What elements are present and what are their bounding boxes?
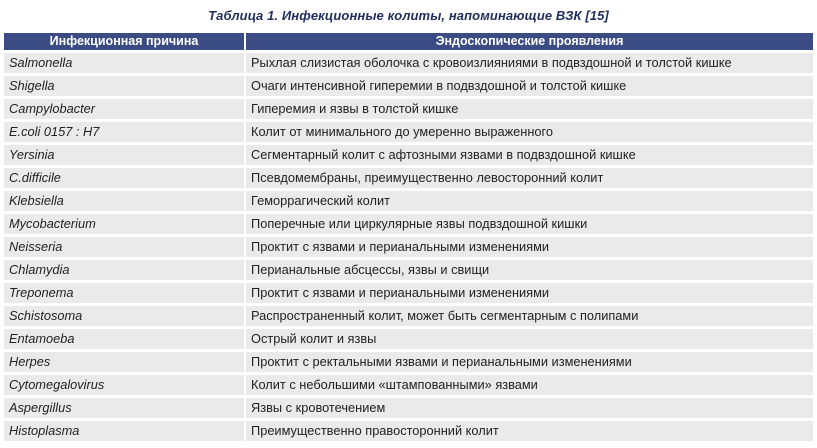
cell-infectious-cause: Chlamydia bbox=[4, 260, 246, 280]
table-row bbox=[4, 122, 813, 142]
cell-infectious-cause: Histoplasma bbox=[4, 421, 246, 441]
table-row bbox=[4, 283, 813, 303]
cell-infectious-cause: Yersinia bbox=[4, 145, 246, 165]
cell-infectious-cause: Mycobacterium bbox=[4, 214, 246, 234]
cell-infectious-cause: Cytomegalovirus bbox=[4, 375, 246, 395]
table-caption: Таблица 1. Инфекционные колиты, напоминающие ВЗК [15] bbox=[208, 8, 609, 23]
cell-infectious-cause: Aspergillus bbox=[4, 398, 246, 418]
cell-endoscopic-finding: Острый колит и язвы bbox=[246, 329, 813, 349]
cell-endoscopic-finding: Проктит с язвами и перианальными изменениями bbox=[246, 237, 813, 257]
header-infectious-cause: Инфекционная причина bbox=[4, 33, 246, 50]
table-row bbox=[4, 375, 813, 395]
table-row bbox=[4, 260, 813, 280]
cell-endoscopic-finding: Язвы с кровотечением bbox=[246, 398, 813, 418]
table-row bbox=[4, 398, 813, 418]
cell-endoscopic-finding: Поперечные или циркулярные язвы подвздошной кишки bbox=[246, 214, 813, 234]
cell-infectious-cause: Entamoeba bbox=[4, 329, 246, 349]
cell-infectious-cause: Neisseria bbox=[4, 237, 246, 257]
table-header-row bbox=[4, 33, 813, 50]
cell-infectious-cause: Campylobacter bbox=[4, 99, 246, 119]
cell-endoscopic-finding: Перианальные абсцессы, язвы и свищи bbox=[246, 260, 813, 280]
cell-infectious-cause: E.coli 0157 : H7 bbox=[4, 122, 246, 142]
table-row bbox=[4, 306, 813, 326]
cell-infectious-cause: Salmonella bbox=[4, 53, 246, 73]
cell-endoscopic-finding: Гиперемия и язвы в толстой кишке bbox=[246, 99, 813, 119]
table-row bbox=[4, 76, 813, 96]
table-body bbox=[4, 53, 813, 441]
infectious-colitis-table bbox=[4, 30, 813, 444]
cell-infectious-cause: Schistosoma bbox=[4, 306, 246, 326]
cell-endoscopic-finding: Распространенный колит, может быть сегментарным с полипами bbox=[246, 306, 813, 326]
table-row bbox=[4, 329, 813, 349]
cell-endoscopic-finding: Рыхлая слизистая оболочка с кровоизлияниями в подвздошной и толстой кишке bbox=[246, 53, 813, 73]
cell-infectious-cause: Shigella bbox=[4, 76, 246, 96]
cell-infectious-cause: Klebsiella bbox=[4, 191, 246, 211]
table-row bbox=[4, 352, 813, 372]
cell-endoscopic-finding: Псевдомембраны, преимущественно левосторонний колит bbox=[246, 168, 813, 188]
table-row bbox=[4, 191, 813, 211]
cell-endoscopic-finding: Проктит с язвами и перианальными изменениями bbox=[246, 283, 813, 303]
header-endoscopic-findings: Эндоскопические проявления bbox=[246, 33, 813, 50]
cell-endoscopic-finding: Очаги интенсивной гиперемии в подвздошной и толстой кишке bbox=[246, 76, 813, 96]
cell-endoscopic-finding: Сегментарный колит с афтозными язвами в подвздошной кишке bbox=[246, 145, 813, 165]
table-row bbox=[4, 53, 813, 73]
cell-endoscopic-finding: Преимущественно правосторонний колит bbox=[246, 421, 813, 441]
table-row bbox=[4, 168, 813, 188]
cell-endoscopic-finding: Геморрагический колит bbox=[246, 191, 813, 211]
cell-endoscopic-finding: Колит от минимального до умеренно выраженного bbox=[246, 122, 813, 142]
table-row bbox=[4, 145, 813, 165]
table-row bbox=[4, 421, 813, 441]
table-row bbox=[4, 237, 813, 257]
table-row bbox=[4, 214, 813, 234]
cell-infectious-cause: C.difficile bbox=[4, 168, 246, 188]
cell-infectious-cause: Herpes bbox=[4, 352, 246, 372]
cell-endoscopic-finding: Колит с небольшими «штампованными» язвами bbox=[246, 375, 813, 395]
cell-infectious-cause: Treponema bbox=[4, 283, 246, 303]
table-row bbox=[4, 99, 813, 119]
cell-endoscopic-finding: Проктит с ректальными язвами и перианальными изменениями bbox=[246, 352, 813, 372]
